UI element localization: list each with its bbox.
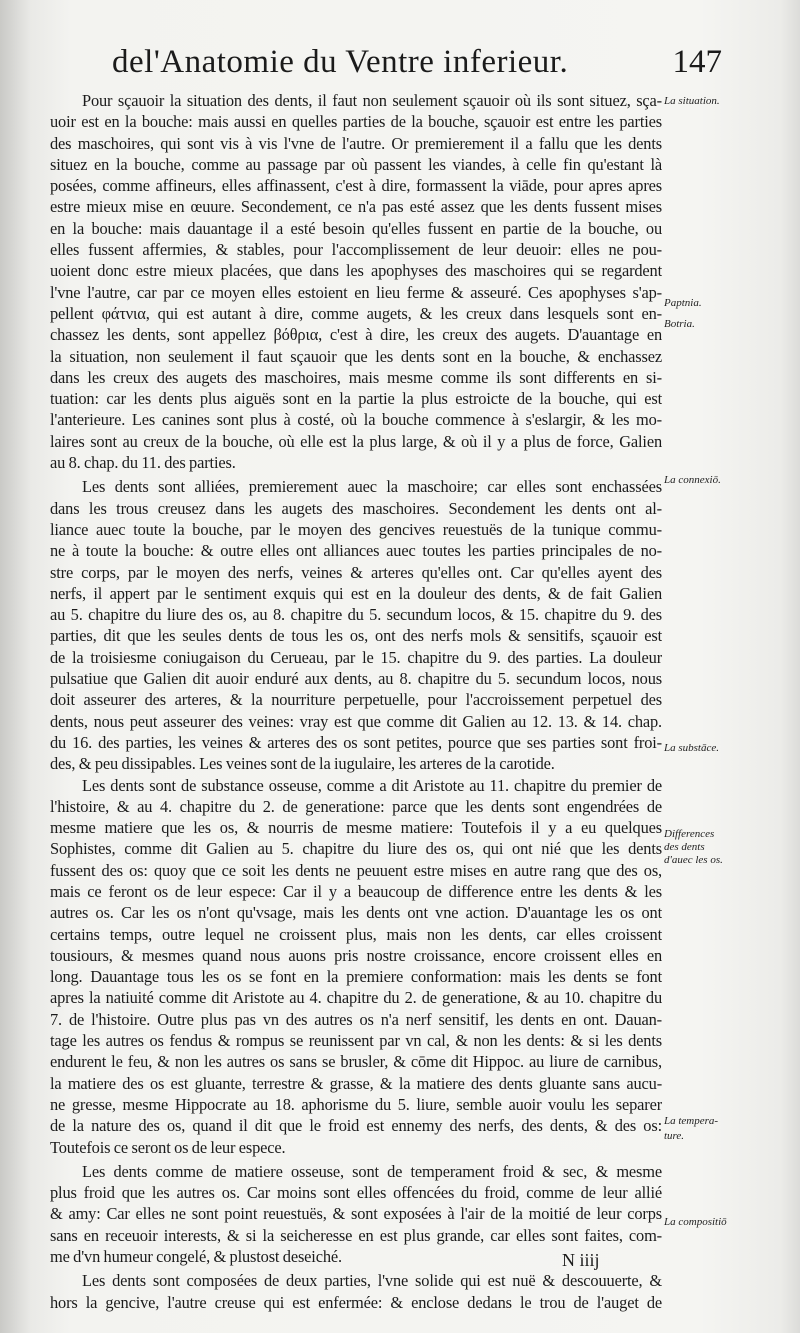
- text-line: estre mieux mise en œuure. Secondement, ce n'a pas esté assez que les dents fussent mises: [50, 197, 662, 217]
- text-line: mesme matiere que les os, & nourris de mesme matiere: Toutefois il y a eu quelques: [50, 818, 662, 838]
- margin-note-differences-1: Differences: [664, 828, 715, 840]
- text-line: dents, nous peut asseurer des veines: vray est que comme dit Galien au 12. 13. & 14. chap.: [50, 711, 662, 731]
- text-line: liance auec toute la bouche, par le moyen des gencives reuestuës de la tunique commu-: [50, 519, 662, 539]
- text-line: pellent φάτνια, qui est autant à dire, comme augets, & les creux dans lesquels sont en-: [50, 303, 662, 323]
- text-line: Les dents comme de matiere osseuse, sont de temperament froid & sec, & mesme: [82, 1161, 662, 1181]
- margin-note-differences-3: d'auec les os.: [664, 854, 723, 866]
- text-line: autres os. Car les os n'ont qu'vsage, mais les dents ont vne action. D'auantage les os ont: [50, 903, 662, 923]
- text-line: fussent des os: quoy que ce soit les dents ne peuuent estre mises en autre rang que des os,: [50, 860, 662, 880]
- text-line: dans les creux des augets des maschoires, mais mesme comme ils sont differents en si-: [50, 367, 662, 387]
- text-line: plus froid que les autres os. Car moins sont elles offencées du froid, comme de leur allié: [50, 1183, 662, 1203]
- text-line: & amy: Car elles ne sont point reuestuës, & sont exposées à l'air de la moitié de leur corps: [50, 1204, 662, 1224]
- text-line: pulsatiue que Galien dit auoir enduré aux dents, au 8. chapitre du 5. secundum locos, nous: [50, 669, 662, 689]
- page-number: 147: [672, 44, 722, 80]
- text-line: ne à toute la bouche: & outre elles ont alliances auec toutes les parties principales de no-: [50, 541, 662, 561]
- body-text: [50, 90, 662, 1313]
- text-line: mais ce feront os de leur espece: Car il y a beaucoup de difference entre les dents & les: [50, 881, 662, 901]
- margin-note-substance: La substāce.: [664, 742, 719, 754]
- text-line: apres la natiuité comme dit Aristote au 4. chapitre du 2. de generatione, & au 10. chapitre du: [50, 988, 662, 1008]
- text-line: Les dents sont de substance osseuse, comme a dit Aristote au 11. chapitre du premier de: [82, 775, 662, 795]
- margin-note-connexion: La connexiō.: [664, 474, 721, 486]
- text-line: des maschoires, qui sont vis à vis l'vne de l'autre. Or premierement il a fallu que les dents: [50, 133, 662, 153]
- text-line: uoient donc estre mieux placées, que dans les apophyses des maschoires qui se regardent: [50, 261, 662, 281]
- text-line: laires sont au creux de la bouche, où elle est la plus large, & où il y a plus de force, Galien: [50, 431, 662, 451]
- text-line: tousiours, & mesmes quand nous auons pris nostre croissance, encore croissent elles en: [50, 945, 662, 965]
- margin-note-temperature-1: La tempera-: [664, 1115, 719, 1127]
- text-line: Les dents sont composées de deux parties, l'vne solide qui est nuë & descouuerte, &: [82, 1271, 662, 1291]
- text-line: la matiere des os est gluante, terrestre & grasse, & la matiere des dents gluante sans aucu-: [50, 1073, 662, 1093]
- text-line: des, & peu dissipables. Les veines sont de la iugulaire, les arteres de la carotide.: [50, 754, 555, 774]
- text-line: 7. de l'histoire. Outre plus pas vn des autres os n'a nerf sensitif, les dents en ont. Dauan-: [50, 1009, 662, 1029]
- text-line: l'anterieure. Les canines sont plus à costé, où la bouche commence à s'eslargir, & les mo-: [50, 410, 662, 430]
- text-line: l'histoire, & au 4. chapitre du 2. de generatione: parce que les dents sont engendrées de: [50, 796, 662, 816]
- margin-note-botria: Botria.: [664, 318, 695, 330]
- text-line: situez en la bouche, comme au passage par où passent les viandes, à celle fin qu'estant là: [50, 154, 662, 174]
- text-line: du 16. des parties, les veines & arteres des os sont petites, pource que ses parties sont froi-: [50, 732, 662, 752]
- text-line: posées, comme affineurs, elles affinassent, c'est à dire, formassent la viāde, pour apres apres: [50, 176, 662, 196]
- text-line: tage les autres os fendus & rompus se reunissent par vn cal, & non les dents: & si les dents: [50, 1031, 662, 1051]
- text-line: Les dents sont alliées, premierement auec la maschoire; car elles sont enchassées: [82, 477, 662, 497]
- text-line: certains temps, outre lequel ne croissent plus, mais non les dents, car elles croissent: [50, 924, 662, 944]
- running-head-title: del'Anatomie du Ventre inferieur.: [112, 44, 569, 80]
- text-line: long. Dauantage tous les os se font en la premiere conformation: mais les dents se font: [50, 967, 662, 987]
- text-line: sans en receuoir interests, & si la seicheresse en est plus grande, car elles sont faites, com-: [50, 1225, 662, 1245]
- text-line: hors la gencive, l'autre creuse qui est enfermée: & enclose dedans le trou de l'auget de: [50, 1292, 662, 1312]
- text-line: de la nature des os, quand il dit que le froid est ennemy des nerfs, des dents, & des os:: [50, 1116, 662, 1136]
- text-line: Toutefois ce seront os de leur espece.: [50, 1137, 286, 1157]
- text-line: la situation, non seulement il faut sçauoir que les dents sont en la bouche, & enchassez: [50, 346, 662, 366]
- text-line: en la bouche: mais dauantage il a esté besoin qu'elles fussent en partie de la bouche, ou: [50, 218, 662, 238]
- text-line: me d'vn humeur congelé, & plustost deseiché.: [50, 1247, 342, 1267]
- text-line: au 5. chapitre du liure des os, au 8. chapitre du 5. secundum locos, & 15. chapitre du 9. des: [50, 605, 662, 625]
- margin-note-differences-2: des dents: [664, 841, 705, 853]
- text-line: uoir est en la bouche: mais aussi en quelles parties de la bouche, sçauoir est entre les parties: [50, 112, 662, 132]
- text-line: doit asseurer des arteres, & la nourriture perpetuelle, pour l'accroissement perpetuel des: [50, 690, 662, 710]
- text-line: au 8. chap. du 11. des parties.: [50, 453, 236, 473]
- text-line: Sophistes, comme dit Galien au 5. chapitre du liure des os, qui ont nié que les dents: [50, 839, 662, 859]
- margin-note-paptnia: Paptnia.: [664, 297, 702, 309]
- signature-mark: N iiij: [562, 1250, 600, 1270]
- margin-note-situation: La situation.: [664, 95, 720, 107]
- text-line: de la troisiesme coniugaison du Cerueau, par le 15. chapitre du 9. des parties. La douleur: [50, 647, 662, 667]
- text-line: parties, dit que les seules dents de tous les os, ont des nerfs mols & sensitifs, sçauoir est: [50, 626, 662, 646]
- text-line: Pour sçauoir la situation des dents, il faut non seulement sçauoir où ils sont situez, sça-: [82, 91, 662, 110]
- text-line: ne gresse, mesme Hippocrate au 18. aphorisme du 5. liure, semble auoir voulu les separer: [50, 1094, 662, 1114]
- text-line: nerfs, il appert par le sentiment exquis qui est en la douleur des dents, & de fait Galien: [50, 583, 662, 603]
- text-line: tuation: car les dents plus aiguës sont en la partie la plus estroicte de la bouche, qui est: [50, 389, 662, 409]
- text-line: endurent le feu, & non les autres os sans se brusler, & cōme dit Hippoc. au liure de carnibus,: [50, 1052, 662, 1072]
- text-line: l'vne l'autre, car par ce moyen elles estoient en lieu ferme & asseuré. Ces apophyses s'ap-: [50, 282, 662, 302]
- running-head: [112, 44, 722, 90]
- text-line: stre corps, par le moyen des nerfs, veines & arteres qu'elles ont. Car qu'elles ayent des: [50, 562, 662, 582]
- text-line: elles fussent affermies, & stables, pour l'accomplissement de leur deuoir: elles ne pou-: [50, 240, 662, 260]
- text-line: chassez les dents, sont appellez βόθρια, c'est à dire, les creux des augets. D'auantage en: [50, 325, 662, 345]
- margin-note-temperature-2: ture.: [664, 1130, 685, 1142]
- margin-note-composition: La compositiō: [664, 1216, 727, 1228]
- text-line: dans les trous creusez dans les augets des maschoires. Secondement les dents ont al-: [50, 498, 662, 518]
